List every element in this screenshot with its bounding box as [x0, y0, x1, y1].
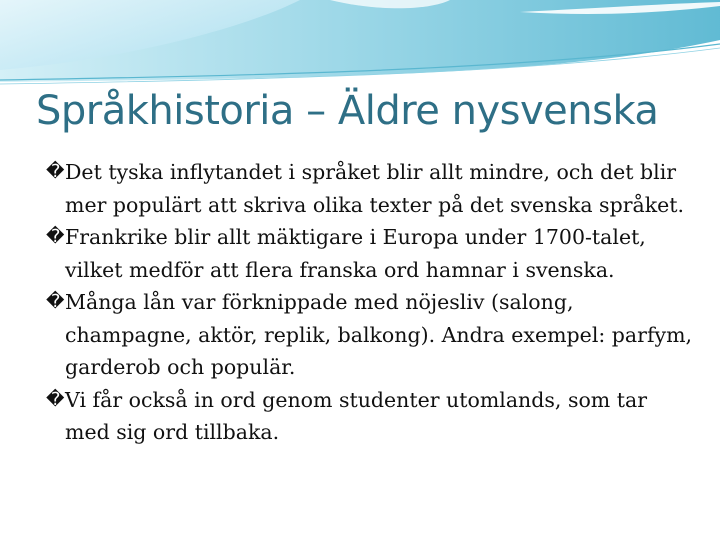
bullet-text: Många lån var förknippade med nöjesliv (salong, champagne, aktör, replik, balkong). Andra exempel: parfym, garderob och populär.	[65, 290, 693, 379]
bullet-item	[46, 221, 696, 286]
bullet-item	[46, 286, 696, 384]
bullet-text: Frankrike blir allt mäktigare i Europa under 1700-talet, vilket medför att flera franska ord hamnar i svenska.	[65, 225, 646, 282]
bullet-item	[46, 156, 696, 221]
bullet-text: Det tyska inflytandet i språket blir allt mindre, och det blir mer populärt att skriva olika texter på det svenska språket.	[65, 160, 685, 217]
bullet-marker-icon: �	[46, 291, 65, 312]
bullet-item	[46, 384, 696, 449]
header-wave-decoration	[0, 0, 720, 90]
bullet-list	[46, 156, 696, 449]
bullet-marker-icon: �	[46, 388, 65, 410]
bullet-marker-icon: �	[46, 226, 65, 247]
bullet-marker-icon: �	[46, 161, 65, 182]
bullet-text: Vi får också in ord genom studenter utomlands, som tar med sig ord tillbaka.	[65, 387, 648, 444]
slide-title: Språkhistoria – Äldre nysvenska	[36, 88, 659, 134]
